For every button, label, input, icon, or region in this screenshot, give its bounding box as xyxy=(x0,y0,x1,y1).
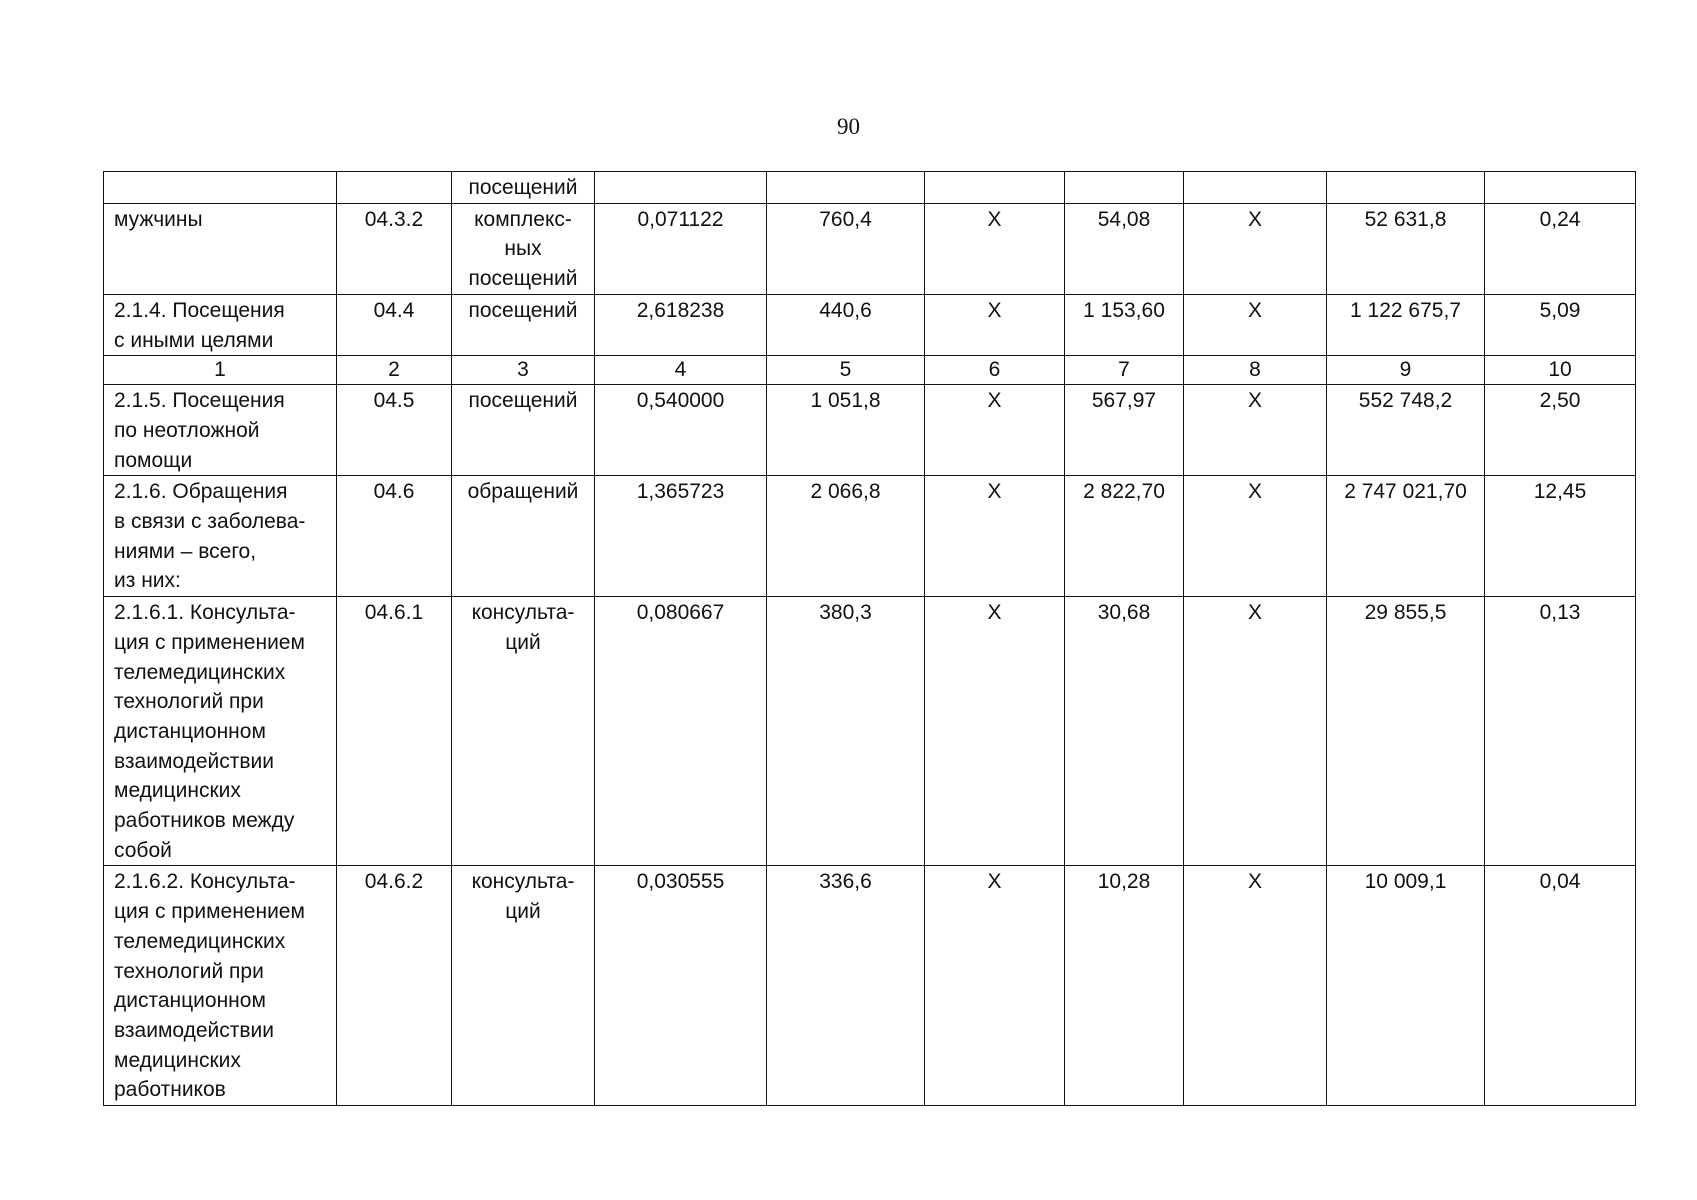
table-cell: 9 xyxy=(1327,356,1485,385)
table-cell: комплекс- ных посещений xyxy=(452,203,595,294)
table-body xyxy=(104,172,1636,1106)
row-label-cell: 2.1.5. Посещения по неотложной помощи xyxy=(104,385,337,476)
table-cell: посещений xyxy=(452,172,595,204)
row-label-cell: 2.1.6.2. Консульта- ция с применением телемедицинских технологий при дистанционном взаимодействии медицинских работников xyxy=(104,866,337,1106)
table-cell: 0,04 xyxy=(1485,866,1636,1106)
table-cell: 04.6.2 xyxy=(337,866,452,1106)
table-row xyxy=(104,866,1636,1106)
table-cell: 1 122 675,7 xyxy=(1327,294,1485,355)
table-cell xyxy=(1327,172,1485,204)
table-cell: 6 xyxy=(925,356,1065,385)
table-row xyxy=(104,385,1636,476)
row-label-cell: мужчины xyxy=(104,203,337,294)
table-cell: 567,97 xyxy=(1065,385,1184,476)
table-row xyxy=(104,294,1636,355)
table-cell: 1 051,8 xyxy=(767,385,925,476)
table-row xyxy=(104,597,1636,866)
table-cell: 2 xyxy=(337,356,452,385)
table-cell xyxy=(925,172,1065,204)
table-cell xyxy=(1065,172,1184,204)
table-cell: обращений xyxy=(452,476,595,597)
table-cell: 0,24 xyxy=(1485,203,1636,294)
table-cell: консульта- ций xyxy=(452,866,595,1106)
table-cell: 0,071122 xyxy=(595,203,767,294)
table-cell: 12,45 xyxy=(1485,476,1636,597)
table-cell: 04.4 xyxy=(337,294,452,355)
table-cell xyxy=(1184,172,1327,204)
table-cell: Х xyxy=(925,476,1065,597)
table-cell: 10,28 xyxy=(1065,866,1184,1106)
table-cell: Х xyxy=(1184,866,1327,1106)
page-number: 90 xyxy=(837,114,860,139)
table-cell: Х xyxy=(1184,476,1327,597)
table-cell: 29 855,5 xyxy=(1327,597,1485,866)
table-cell: 2,618238 xyxy=(595,294,767,355)
table-cell: 04.3.2 xyxy=(337,203,452,294)
table-cell: 380,3 xyxy=(767,597,925,866)
table-cell: Х xyxy=(1184,203,1327,294)
table-cell: 760,4 xyxy=(767,203,925,294)
table-cell: посещений xyxy=(452,294,595,355)
table-cell: 0,540000 xyxy=(595,385,767,476)
table-cell: 7 xyxy=(1065,356,1184,385)
table-cell xyxy=(595,172,767,204)
table-cell: Х xyxy=(1184,294,1327,355)
table-cell: 04.5 xyxy=(337,385,452,476)
table-cell: 10 009,1 xyxy=(1327,866,1485,1106)
table-cell: 440,6 xyxy=(767,294,925,355)
table-cell: 2 822,70 xyxy=(1065,476,1184,597)
table-cell: 4 xyxy=(595,356,767,385)
table-cell: Х xyxy=(925,385,1065,476)
table-cell xyxy=(337,172,452,204)
table-cell: 10 xyxy=(1485,356,1636,385)
row-label-cell: 2.1.6.1. Консульта- ция с применением телемедицинских технологий при дистанционном взаимодействии медицинских работников между собой xyxy=(104,597,337,866)
table-cell: 2 747 021,70 xyxy=(1327,476,1485,597)
table-cell: 5 xyxy=(767,356,925,385)
table-cell: Х xyxy=(925,866,1065,1106)
table-cell: 2 066,8 xyxy=(767,476,925,597)
table-row xyxy=(104,476,1636,597)
table-cell: 52 631,8 xyxy=(1327,203,1485,294)
table-row xyxy=(104,172,1636,204)
table-cell: 2,50 xyxy=(1485,385,1636,476)
table-cell: 04.6.1 xyxy=(337,597,452,866)
table-cell: 04.6 xyxy=(337,476,452,597)
row-label-cell: 2.1.6. Обращения в связи с заболева- ниями – всего, из них: xyxy=(104,476,337,597)
table-cell: 0,080667 xyxy=(595,597,767,866)
table-cell xyxy=(767,172,925,204)
table-cell: 5,09 xyxy=(1485,294,1636,355)
table-cell: 0,13 xyxy=(1485,597,1636,866)
row-label-cell: 2.1.4. Посещения с иными целями xyxy=(104,294,337,355)
table-cell: Х xyxy=(925,203,1065,294)
table-cell xyxy=(1485,172,1636,204)
table-cell: 1,365723 xyxy=(595,476,767,597)
row-label-cell xyxy=(104,172,337,204)
table-cell: 3 xyxy=(452,356,595,385)
table-cell: 336,6 xyxy=(767,866,925,1106)
table-cell: 30,68 xyxy=(1065,597,1184,866)
column-numbering-row xyxy=(104,356,1636,385)
table-cell: 0,030555 xyxy=(595,866,767,1106)
table-cell: Х xyxy=(1184,385,1327,476)
data-table xyxy=(103,171,1636,1106)
table-cell: 8 xyxy=(1184,356,1327,385)
table-cell: посещений xyxy=(452,385,595,476)
row-label-cell: 1 xyxy=(104,356,337,385)
table-cell: Х xyxy=(1184,597,1327,866)
table-cell: 1 153,60 xyxy=(1065,294,1184,355)
table-cell: 552 748,2 xyxy=(1327,385,1485,476)
table-row xyxy=(104,203,1636,294)
table-cell: Х xyxy=(925,294,1065,355)
table-cell: 54,08 xyxy=(1065,203,1184,294)
table-cell: консульта- ций xyxy=(452,597,595,866)
table-cell: Х xyxy=(925,597,1065,866)
